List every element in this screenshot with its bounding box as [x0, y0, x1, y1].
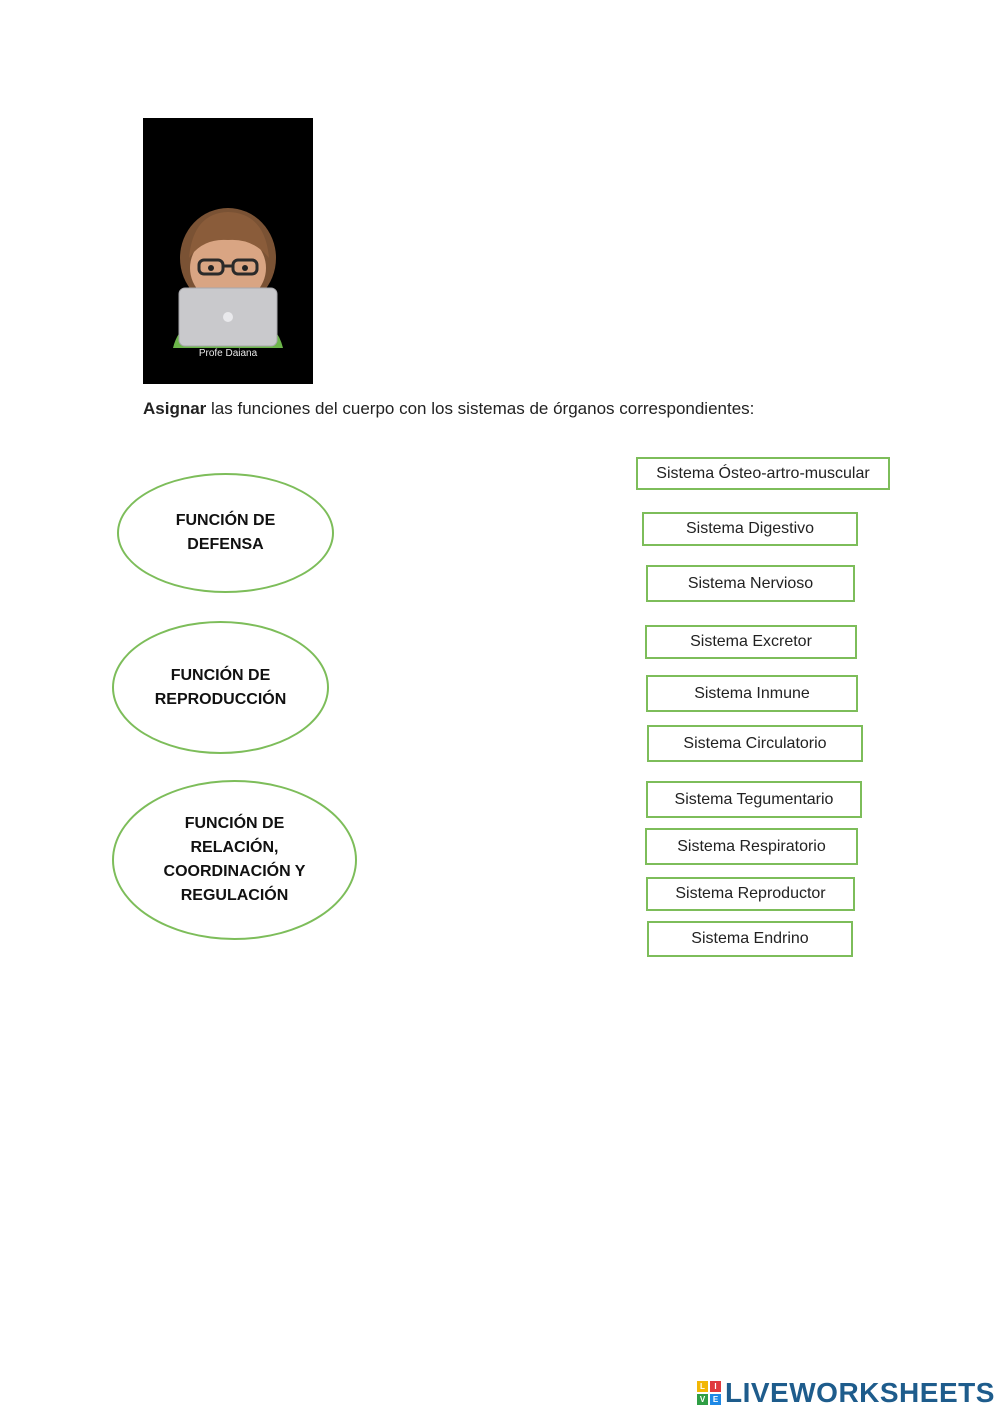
logo-block: L: [697, 1381, 708, 1392]
function-label-line: DEFENSA: [187, 536, 264, 553]
system-box-excretor[interactable]: Sistema Excretor: [645, 625, 857, 659]
system-box-digestivo[interactable]: Sistema Digestivo: [642, 512, 858, 546]
system-box-reproductor[interactable]: Sistema Reproductor: [646, 877, 855, 911]
function-label-line: COORDINACIÓN Y: [163, 863, 306, 880]
memoji-avatar-icon: [143, 118, 313, 384]
system-box-osteo-artro-muscular[interactable]: Sistema Ósteo-artro-muscular: [636, 457, 890, 490]
function-label-line: FUNCIÓN DE: [170, 666, 271, 684]
system-box-inmune[interactable]: Sistema Inmune: [646, 675, 858, 712]
function-label-line: FUNCIÓN DE: [184, 815, 285, 832]
liveworksheets-logo: [697, 1378, 995, 1408]
system-box-nervioso[interactable]: Sistema Nervioso: [646, 565, 855, 602]
function-label-line: FUNCIÓN DE: [175, 512, 276, 529]
logo-text: LIVEWORKSHEETS: [725, 1377, 995, 1408]
logo-block: E: [710, 1394, 721, 1405]
logo-block: I: [710, 1381, 721, 1392]
function-ellipse-relacion[interactable]: [112, 780, 357, 940]
system-box-endrino[interactable]: Sistema Endrino: [647, 921, 853, 957]
function-label-line: REPRODUCCIÓN: [154, 690, 287, 708]
instruction-rest: las funciones del cuerpo con los sistemas de órganos correspondientes:: [206, 399, 755, 418]
function-ellipse-defensa[interactable]: [117, 473, 334, 593]
function-ellipse-reproduccion[interactable]: [112, 621, 329, 754]
function-label-line: REGULACIÓN: [180, 887, 289, 904]
logo-block: V: [697, 1394, 708, 1405]
system-box-tegumentario[interactable]: Sistema Tegumentario: [646, 781, 862, 818]
instruction-bold-word: Asignar: [143, 399, 207, 418]
function-label-line: RELACIÓN,: [190, 839, 279, 856]
photo-caption: Profe Daiana: [198, 348, 258, 359]
instruction-text: [143, 399, 754, 419]
logo-blocks-icon: [697, 1381, 721, 1405]
system-box-respiratorio[interactable]: Sistema Respiratorio: [645, 828, 858, 865]
system-box-circulatorio[interactable]: Sistema Circulatorio: [647, 725, 863, 762]
teacher-avatar-photo: [143, 118, 313, 384]
